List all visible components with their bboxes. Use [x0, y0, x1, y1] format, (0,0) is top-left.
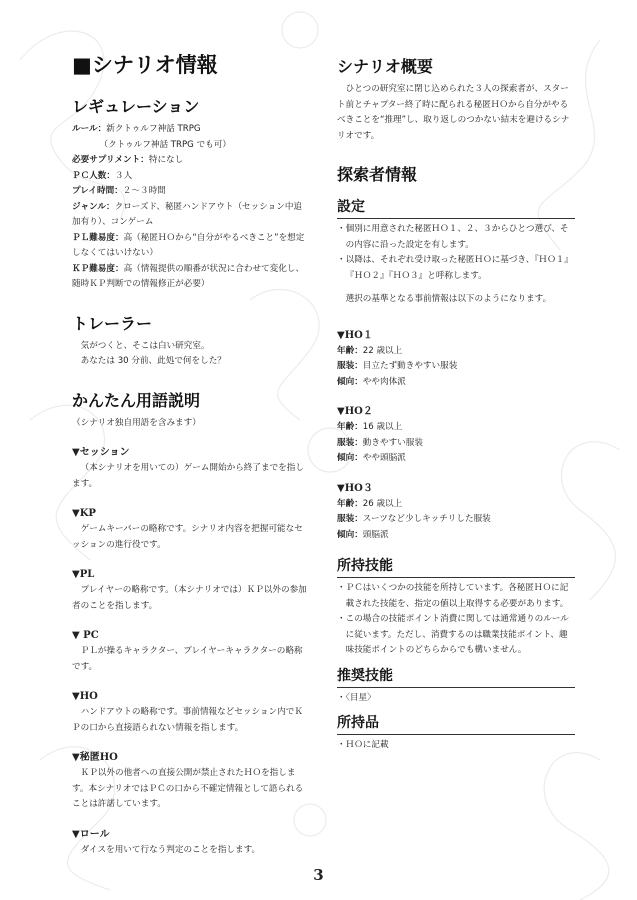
- genre-value: クローズド、秘匿ハンドアウト（セッション中追加有り）、コンゲーム: [72, 201, 303, 227]
- ho3-age: [337, 497, 575, 513]
- kp-difficulty-label: ＫＰ難易度：: [72, 263, 124, 274]
- glossary-term: ▼ロール: [72, 828, 110, 840]
- play-time-label: プレイ時間：: [72, 186, 123, 196]
- tendency-value: やや頭脳派: [362, 453, 406, 463]
- pc-count-value: ３人: [114, 170, 133, 181]
- tendency-label: 傾向：: [337, 376, 363, 387]
- tendency-value: やや肉体派: [362, 376, 406, 387]
- pc-count-label: ＰＣ人数：: [72, 170, 115, 181]
- ho2-age: [337, 420, 575, 436]
- skills-bullet: ・この場合の技能ポイント消費に関しては通常通りのルールに従います。ただし、消費するのは職業技能ポイント、趣味技能ポイントのどちらからでも構いません。: [337, 614, 569, 655]
- trailer-line-1: 気がつくと、そこは白い研究室。: [80, 340, 210, 351]
- recommended-skills-value: ・〈目星〉: [337, 692, 376, 703]
- glossary-desc: ＫＰ以外の他者への直接公開が禁止されたＨＯを指します。本シナリオではＰＣの口から不確定情報として語られることは許諾しています。: [72, 768, 304, 809]
- rule-value: 新クトゥルフ神話 TRPG: [106, 124, 201, 134]
- glossary-desc: （本シナリオを用いての）ゲーム開始から終了までを指します。: [72, 463, 304, 489]
- tendency-value: 頭脳派: [362, 529, 389, 540]
- glossary-term: ▼HO: [72, 691, 98, 702]
- rule-line: [72, 122, 310, 138]
- right-column: [337, 52, 575, 754]
- items-value: ・ＨＯに記載: [337, 740, 389, 750]
- clothes-label: 服装：: [337, 514, 363, 524]
- clothes-label: 服装：: [337, 437, 363, 448]
- glossary-term: ▼秘匿HO: [72, 752, 118, 763]
- tendency-label: 傾向：: [337, 453, 363, 463]
- clothes-value: スーツなど少しキッチリした服装: [362, 514, 491, 524]
- glossary-term: ▼PL: [72, 569, 95, 580]
- setting-bullet: ・以降は、それぞれ受け取った秘匿ＨＯに基づき、『ＨＯ１』『ＨＯ２』『ＨＯ３』と呼称します。: [337, 255, 573, 281]
- overview-text: ひとつの研究室に閉じ込められた３人の探索者が、スタート前とチャプター終了時に配られる秘匿ＨＯから自分がやるべきことを“推理”し、取り返しのつかない結末を避けるシナリオです。: [337, 84, 570, 141]
- play-time-value: ２～３時間: [122, 186, 166, 196]
- ho2-title: ▼HO２: [337, 406, 373, 417]
- ho1-tendency: [337, 375, 575, 391]
- rule-label: ルール：: [72, 124, 107, 134]
- ho2-tendency: [337, 451, 575, 467]
- age-value: 16 歳以上: [362, 422, 403, 432]
- ho3-clothes: [337, 512, 575, 528]
- tendency-label: 傾向：: [337, 529, 363, 540]
- supplement-label: 必要サプリメント：: [72, 155, 149, 165]
- rule-note: （クトゥルフ神話 TRPG でも可）: [99, 139, 231, 150]
- genre-line: [72, 200, 310, 231]
- overview-heading: シナリオ概要: [337, 57, 433, 76]
- supplement-line: [72, 153, 310, 169]
- investigator-heading: 探索者情報: [337, 165, 418, 184]
- trailer-heading: トレーラー: [72, 313, 153, 333]
- ho1-age: [337, 344, 575, 360]
- play-time-line: [72, 184, 310, 200]
- clothes-value: 動きやすい服装: [362, 437, 423, 448]
- age-label: 年齢：: [337, 422, 363, 432]
- pc-count-line: [72, 169, 310, 185]
- skills-bullet: ・ＰＣはいくつかの技能を所持しています。各秘匿ＨＯに記載された技能を、指定の値以上取得する必要があります。: [337, 583, 569, 609]
- glossary-desc: ハンドアウトの略称です。事前情報などセッション内でＫＰの口から直接語られない情報を指します。: [72, 707, 303, 733]
- age-label: 年齢：: [337, 345, 363, 356]
- age-value: 26 歳以上: [362, 498, 403, 509]
- pl-difficulty-line: [72, 231, 310, 262]
- glossary-note: （シナリオ独自用語を含みます）: [72, 417, 201, 428]
- glossary-term: ▼KP: [72, 508, 96, 519]
- setting-heading: 設定: [337, 198, 575, 219]
- items-heading: 所持品: [337, 714, 575, 735]
- glossary-heading: かんたん用語説明: [72, 390, 201, 410]
- pl-difficulty-value: 高（秘匿ＨＯから“自分がやるべきこと”を想定しなくてはいけない）: [72, 232, 305, 258]
- glossary-desc: ＰＬが操るキャラクター、プレイヤーキャラクターの略称です。: [72, 646, 303, 672]
- skills-heading: 所持技能: [337, 557, 575, 578]
- recommended-skills-heading: 推奨技能: [337, 667, 575, 688]
- ho3-tendency: [337, 528, 575, 544]
- supplement-value: 特になし: [148, 155, 184, 165]
- setting-bullet: ・個別に用意された秘匿ＨＯ１、２、３からひとつ選び、その内容に沿った設定を有します。: [337, 224, 569, 250]
- glossary-desc: プレイヤーの略称です。（本シナリオでは）ＫＰ以外の参加者のことを指します。: [72, 585, 307, 611]
- page-title: ■シナリオ情報: [72, 52, 218, 77]
- ho3-title: ▼HO３: [337, 482, 373, 494]
- ho2-clothes: [337, 436, 575, 452]
- glossary-desc: ゲームキーパーの略称です。シナリオ内容を把握可能なセッションの進行役です。: [72, 524, 303, 550]
- clothes-label: 服装：: [337, 361, 363, 371]
- age-value: 22 歳以上: [362, 345, 403, 356]
- pl-difficulty-label: ＰＬ難易度：: [72, 232, 124, 243]
- ho1-title: ▼HO１: [337, 329, 373, 341]
- left-column: [72, 52, 310, 858]
- glossary-term: ▼ PC: [72, 630, 99, 641]
- kp-difficulty-line: [72, 262, 310, 293]
- clothes-value: 目立たず動きやすい服装: [362, 361, 458, 371]
- age-label: 年齢：: [337, 498, 363, 509]
- regulation-heading: レギュレーション: [72, 97, 200, 116]
- genre-label: ジャンル：: [72, 201, 115, 212]
- kp-difficulty-value: 高（情報提供の順番が状況に合わせて変化し、随時ＫＰ判断での情報修正が必要）: [72, 263, 305, 289]
- glossary-term: ▼セッション: [72, 447, 130, 458]
- trailer-line-2: あなたは 30 分前、此処で何をした？: [80, 356, 226, 366]
- page-number: 3: [313, 866, 324, 884]
- glossary-desc: ダイスを用いて行なう判定のことを指します。: [80, 844, 261, 855]
- setting-note: 選択の基準となる事前情報は以下のようになります。: [345, 294, 552, 304]
- ho1-clothes: [337, 359, 575, 375]
